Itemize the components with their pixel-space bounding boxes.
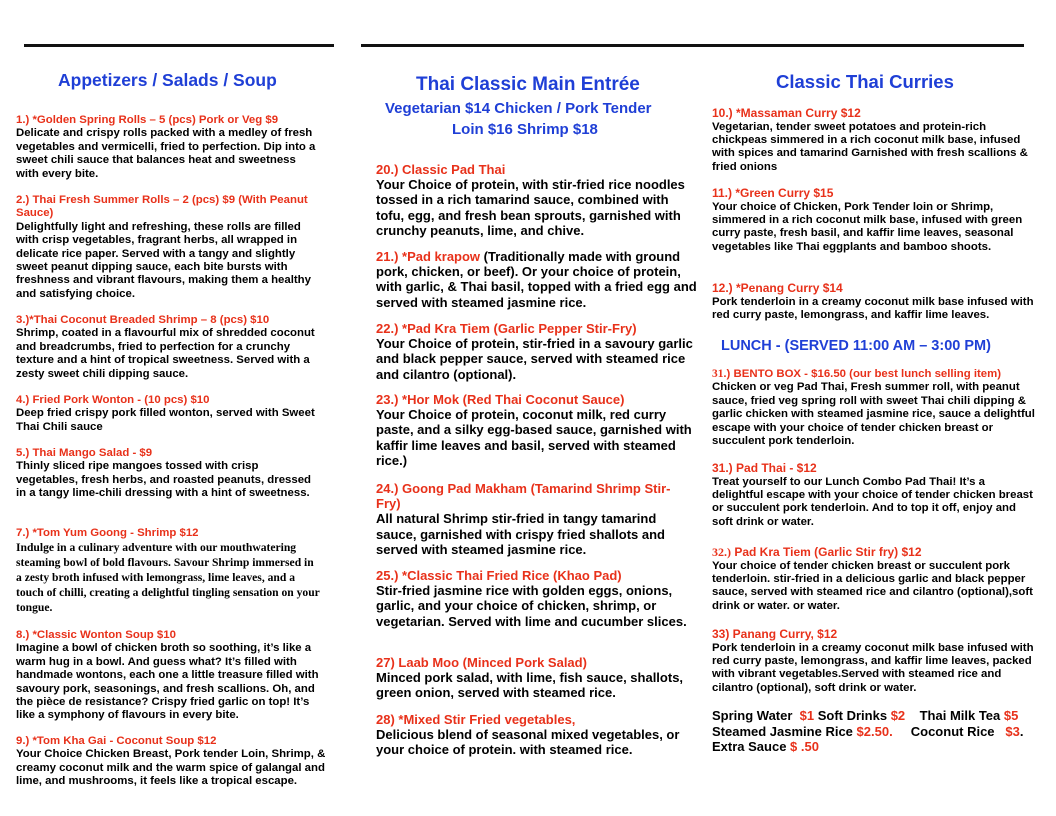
item-title: 10.) *Massaman Curry $12 bbox=[712, 106, 861, 120]
item-title: 22.) *Pad Kra Tiem (Garlic Pepper Stir-Fry) bbox=[376, 321, 637, 336]
curries-title: Classic Thai Curries bbox=[776, 71, 954, 92]
item-title: 25.) *Classic Thai Fried Rice (Khao Pad) bbox=[376, 568, 622, 583]
appetizers-title: Appetizers / Salads / Soup bbox=[58, 70, 277, 90]
soft-drinks-price: $2 bbox=[890, 708, 906, 723]
item-desc: Imagine a bowl of chicken broth so soothing, it’s like a warm hug in a bowl. And guess what? It’s filled with handmade wontons, each one a little treasure filled with savoury pork, seasonings, and fresh scallions. Oh, and the pièce de resistance? Crispy fried garlic on top! It’s like a symphony of flavours in every bite. bbox=[16, 642, 319, 722]
item-title: 24.) Goong Pad Makham (Tamarind Shrimp Stir-Fry) bbox=[376, 481, 671, 512]
rice-line bbox=[712, 724, 1042, 740]
item-desc: Pork tenderloin in a creamy coconut milk base infused with red curry paste, lemongrass, and kaffir lime leaves. bbox=[712, 295, 1034, 321]
drinks-and-sides bbox=[712, 708, 1042, 755]
item-desc: Shrimp, coated in a flavourful mix of shredded coconut and breadcrumbs, fried to perfection for a crunchy texture and a hint of tropical sweetness. Served with a zesty sweet chili dipping sauce. bbox=[16, 327, 315, 380]
item-title: 31.) Pad Thai - $12 bbox=[712, 461, 817, 475]
extra-sauce-price: $ .50 bbox=[790, 739, 819, 754]
extra-sauce-label: Extra Sauce bbox=[712, 739, 791, 754]
item-title: Pad Kra Tiem (Garlic Stir fry) $12 bbox=[731, 545, 922, 559]
item-title: 9.) *Tom Kha Gai - Coconut Soup $12 bbox=[16, 735, 217, 747]
item-desc: Delightfully light and refreshing, these rolls are filled with crisp vegetables, fragrant herbs, all wrapped in delicate rice paper. Served with a tangy and slightly sweet peanut dipping sauce, each bite bursts with freshness and vibrant flavours, making them a healthy and satisfying choice. bbox=[16, 220, 311, 300]
menu-item-5 bbox=[16, 447, 316, 501]
sauce-line bbox=[712, 739, 1042, 755]
menu-item-27 bbox=[376, 655, 698, 701]
soft-drinks-label: Soft Drinks bbox=[814, 708, 891, 723]
item-desc: Delicious blend of seasonal mixed vegetables, or your choice of protein. with steamed rice. bbox=[376, 727, 680, 758]
item-desc: Your Choice Chicken Breast, Pork tender Loin, Shrimp, & creamy coconut milk and the warm spice of galangal and lime, and mushrooms, it feels like a tropical escape. bbox=[16, 748, 326, 788]
menu-item-2 bbox=[16, 194, 316, 301]
top-divider-right bbox=[361, 44, 1024, 47]
item-desc: Pork tenderloin in a creamy coconut milk base infused with red curry paste, lemongrass, and kaffir lime leaves, packed with vibrant vegetables.Served with steamed rice and cilantro (optional), soft drink or water. bbox=[712, 641, 1034, 694]
item-title: 7.) *Tom Yum Goong - Shrimp $12 bbox=[16, 527, 199, 539]
coconut-rice-price: $3 bbox=[1005, 723, 1020, 739]
item-title: 23.) *Hor Mok (Red Thai Coconut Sauce) bbox=[376, 392, 625, 407]
item-desc: All natural Shrimp stir-fried in tangy tamarind sauce, garnished with crispy fried shallots and served with steamed jasmine rice. bbox=[376, 511, 665, 557]
item-title: 33) Panang Curry, $12 bbox=[712, 627, 838, 641]
item-number: 31 bbox=[712, 368, 724, 380]
item-desc: (Traditionally made with ground pork, chicken, or beef). Or your choice of protein, with garlic, & Thai basil, topped with a fried egg and served with steamed jasmine rice. bbox=[376, 249, 697, 310]
coconut-rice-label: Coconut Rice bbox=[892, 723, 1006, 739]
item-title: 2.) Thai Fresh Summer Rolls – 2 (pcs) $9 (With Peanut Sauce) bbox=[16, 194, 308, 220]
protein-price-line-2: Loin $16 Shrimp $18 bbox=[452, 121, 598, 138]
menu-item-9 bbox=[16, 735, 326, 789]
spring-water-price: $1 bbox=[799, 708, 815, 723]
item-title: 3.)*Thai Coconut Breaded Shrimp – 8 (pcs) $10 bbox=[16, 314, 270, 326]
item-desc: Chicken or veg Pad Thai, Fresh summer roll, with peanut sauce, fried veg spring roll with sweet Thai chili dipping & garlic chicken with steamed jasmine rice, sauce a delightful escape with your choice of tender chicken breast or succulent pork tenderloin. bbox=[712, 381, 1035, 448]
menu-item-28 bbox=[376, 712, 698, 758]
menu-item-4 bbox=[16, 394, 316, 434]
item-desc: Your Choice of protein, stir-fried in a savoury garlic and black pepper sauce, served with steamed rice and cilantro (optional). bbox=[376, 336, 693, 382]
item-title: 4.) Fried Pork Wonton - (10 pcs) $10 bbox=[16, 394, 210, 406]
top-divider-left bbox=[24, 44, 334, 47]
menu-item-25 bbox=[376, 568, 698, 629]
item-desc: Indulge in a culinary adventure with our mouthwatering steaming bowl of bold flavours. Savour Shrimp immersed in a zesty broth infused with lemongrass, lime leaves, and a touch of chilli, creating a delightful tingling sensation on your tongue. bbox=[16, 541, 320, 615]
menu-item-3 bbox=[16, 314, 316, 381]
item-title: 1.) *Golden Spring Rolls – 5 (pcs) Pork or Veg $9 bbox=[16, 114, 279, 126]
item-title: 27) Laab Moo (Minced Pork Salad) bbox=[376, 655, 587, 670]
item-title: 8.) *Classic Wonton Soup $10 bbox=[16, 629, 176, 641]
item-title: 21.) *Pad krapow bbox=[376, 249, 481, 264]
menu-item-23 bbox=[376, 392, 698, 468]
item-desc: Your Choice of protein, coconut milk, red curry paste, and a silky egg-based sauce, garnished with kaffir lime leaves and basil, served with steamed rice.) bbox=[376, 407, 692, 468]
item-title: 11.) *Green Curry $15 bbox=[712, 186, 834, 200]
lunch-item-pad-kra-tiem bbox=[712, 546, 1037, 613]
item-desc: Deep fried crispy pork filled wonton, served with Sweet Thai Chili sauce bbox=[16, 407, 315, 433]
menu-item-12 bbox=[712, 282, 1037, 322]
thai-milk-tea-price: $5 bbox=[1003, 708, 1019, 723]
item-desc: Treat yourself to our Lunch Combo Pad Thai! It’s a delightful escape with your choice of tender chicken breast or succulent pork tenderloin. And to top it off, enjoy and soft drink or water. bbox=[712, 475, 1033, 528]
item-title: 28) *Mixed Stir Fried vegetables, bbox=[376, 712, 576, 727]
item-desc: Your choice of tender chicken breast or succulent pork tenderloin. stir-fried in a delicious garlic and black pepper sauce, served with steamed rice and cilantro (optional),soft drink or water. or water. bbox=[712, 559, 1033, 612]
item-desc: Delicate and crispy rolls packed with a medley of fresh vegetables and vermicelli, fried to perfection. Dip into a sweet chili sauce that balances heat and sweetness with every bite. bbox=[16, 127, 316, 180]
menu-item-1 bbox=[16, 114, 316, 181]
menu-item-24 bbox=[376, 481, 692, 557]
spring-water-label: Spring Water bbox=[712, 708, 800, 723]
item-desc: Stir-fried jasmine rice with golden eggs, onions, garlic, and your choice of chicken, shrimp, or vegetarian. Served with lime and cucumber slices. bbox=[376, 583, 687, 629]
coconut-rice-end: . bbox=[1019, 723, 1024, 739]
menu-item-21 bbox=[376, 249, 698, 310]
menu-item-22 bbox=[376, 321, 698, 382]
item-title: 12.) *Penang Curry $14 bbox=[712, 281, 843, 295]
item-desc: Vegetarian, tender sweet potatoes and protein-rich chickpeas simmered in a rich coconut milk base, infused with spices and tamarind Garnished with fresh scallions & fried onions bbox=[712, 120, 1028, 173]
item-desc: Thinly sliced ripe mangoes tossed with crisp vegetables, fresh herbs, and roasted peanuts, dressed in a tangy lime-chili dressing with a hint of sweetness. bbox=[16, 460, 311, 500]
item-desc: Minced pork salad, with lime, fish sauce, shallots, green onion, served with steamed rice. bbox=[376, 670, 684, 701]
item-number: 32.) bbox=[712, 545, 731, 559]
main-entree-title: Thai Classic Main Entrée bbox=[416, 74, 640, 95]
lunch-item-pad-thai bbox=[712, 462, 1037, 529]
item-desc: Your Choice of protein, with stir-fried rice noodles tossed in a rich tamarind sauce, combined with tofu, egg, and fresh bean sprouts, garnished with crunchy peanuts, lime, and chive. bbox=[376, 177, 685, 238]
lunch-title: LUNCH - (SERVED 11:00 AM – 3:00 PM) bbox=[721, 338, 991, 354]
lunch-item-panang bbox=[712, 628, 1037, 695]
item-title: 5.) Thai Mango Salad - $9 bbox=[16, 447, 153, 459]
jasmine-rice-label: Steamed Jasmine Rice bbox=[712, 723, 857, 739]
menu-item-11 bbox=[712, 187, 1037, 254]
menu-item-8 bbox=[16, 629, 326, 723]
item-title: .) BENTO BOX - $16.50 (our best lunch selling item) bbox=[723, 368, 1002, 380]
thai-milk-tea-label: Thai Milk Tea bbox=[905, 708, 1004, 723]
menu-item-10 bbox=[712, 107, 1037, 174]
jasmine-rice-price: $2.50. bbox=[856, 723, 893, 739]
drinks-line bbox=[712, 708, 1042, 724]
item-desc: Your choice of Chicken, Pork Tender loin or Shrimp, simmered in a rich coconut milk base, infused with green curry paste, fresh basil, and kaffir lime leaves, seasonal vegetables like Thai eggplants and bamboo shoots. bbox=[712, 200, 1023, 253]
menu-item-20 bbox=[376, 162, 698, 238]
item-title: 20.) Classic Pad Thai bbox=[376, 162, 506, 177]
lunch-item-bento bbox=[712, 368, 1037, 448]
protein-price-line-1: Vegetarian $14 Chicken / Pork Tender bbox=[385, 100, 652, 117]
menu-item-7 bbox=[16, 527, 326, 615]
